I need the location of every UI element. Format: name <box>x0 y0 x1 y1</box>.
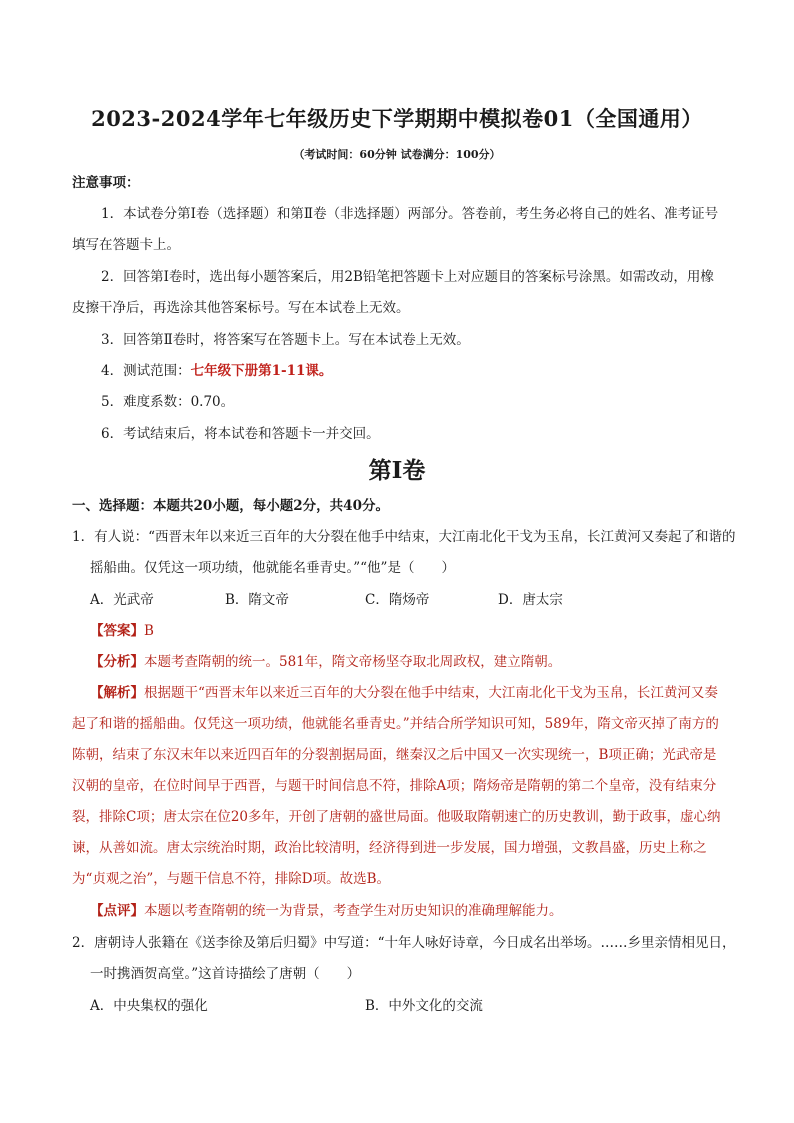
answer-label: 【答案】 <box>90 623 144 639</box>
question-1-option-b: B．隋文帝 <box>225 592 289 608</box>
question-1-option-d: D．唐太宗 <box>498 592 563 608</box>
notice-item-6: 6．考试结束后，将本试卷和答题卡一并交回。 <box>101 426 380 442</box>
question-1-analysis <box>90 647 726 678</box>
comment-text: 本题以考查隋朝的统一为背景，考查学生对历史知识的准确理解能力。 <box>144 903 563 919</box>
notice-heading: 注意事项： <box>72 175 140 191</box>
question-2-stem: 2．唐朝诗人张籍在《送李徐及第后归蜀》中写道：“十年人咏好诗章，今日成名出举场。……乡里亲情相见日，一时携酒贺高堂。”这首诗描绘了唐朝（ ） <box>72 935 736 982</box>
section-title: 第Ⅰ卷 <box>368 457 426 484</box>
answer-value: B <box>144 623 154 639</box>
question-1-answer <box>90 616 726 647</box>
analysis-text: 本题考查隋朝的统一。581年，隋文帝杨坚夺取北周政权，建立隋朝。 <box>144 654 562 670</box>
notice-item-2: 2．回答第Ⅰ卷时，选出每小题答案后，用2B铅笔把答题卡上对应题目的答案标号涂黑。如需改动，用橡皮擦干净后，再选涂其他答案标号。写在本试卷上无效。 <box>72 269 714 316</box>
question-1-comment <box>90 896 726 927</box>
question-1-explanation <box>72 678 726 895</box>
question-1-stem: 1．有人说：“西晋末年以来近三百年的大分裂在他手中结束，大江南北化干戈为玉帛，长江黄河又奏起了和谐的摇船曲。仅凭这一项功绩，他就能名垂青史。”“他”是（ ） <box>72 529 736 576</box>
comment-label: 【点评】 <box>90 903 144 919</box>
notice-item-4-prefix: 4．测试范围： <box>101 363 191 379</box>
page-subtitle: （考试时间：60分钟 试卷满分：100分） <box>293 148 501 161</box>
notice-item-1: 1．本试卷分第Ⅰ卷（选择题）和第Ⅱ卷（非选择题）两部分。答卷前，考生务必将自己的姓名、准考证号填写在答题卡上。 <box>72 206 719 253</box>
notice-item-4 <box>72 356 726 387</box>
page-title: 2023-2024学年七年级历史下学期期中模拟卷01（全国通用） <box>91 106 703 131</box>
section-instruction: 一、选择题：本题共20小题，每小题2分，共40分。 <box>72 498 389 514</box>
question-1-option-a: A．光武帝 <box>90 592 154 608</box>
test-scope-value: 七年级下册第1-11课。 <box>190 363 333 379</box>
notice-item-3: 3．回答第Ⅱ卷时，将答案写在答题卡上。写在本试卷上无效。 <box>101 332 470 348</box>
explain-label: 【解析】 <box>90 685 144 701</box>
explain-text: 根据题干“西晋末年以来近三百年的大分裂在他手中结束，大江南北化干戈为玉帛，长江黄河又奏起了和谐的摇船曲。仅凭这一项功绩，他就能名垂青史。”并结合所学知识可知，589年，隋文帝灭掉了南方的陈朝，结束了东汉末年以来近四百年的分裂割据局面，继秦汉之后中国又一次实现统一，B项正确；光武帝是汉朝的皇帝，在位时间早于西晋，与题干时间信息不符，排除A项；隋炀帝是隋朝的第二个皇帝，没有结束分裂，排除C项；唐太宗在位20多年，开创了唐朝的盛世局面。他吸取隋朝速亡的历史教训，勤于政事，虚心纳谏，从善如流。唐太宗统治时期，政治比较清明，经济得到进一步发展，国力增强，文教昌盛，历史上称之为“贞观之治”，与题干信息不符，排除D项。故选B。 <box>72 685 721 887</box>
analysis-label: 【分析】 <box>90 654 144 670</box>
notice-item-5: 5．难度系数：0.70。 <box>101 394 235 410</box>
question-1-option-c: C．隋炀帝 <box>365 592 430 608</box>
question-2-option-b: B．中外文化的交流 <box>365 998 483 1014</box>
question-2-option-a: A．中央集权的强化 <box>90 998 208 1014</box>
